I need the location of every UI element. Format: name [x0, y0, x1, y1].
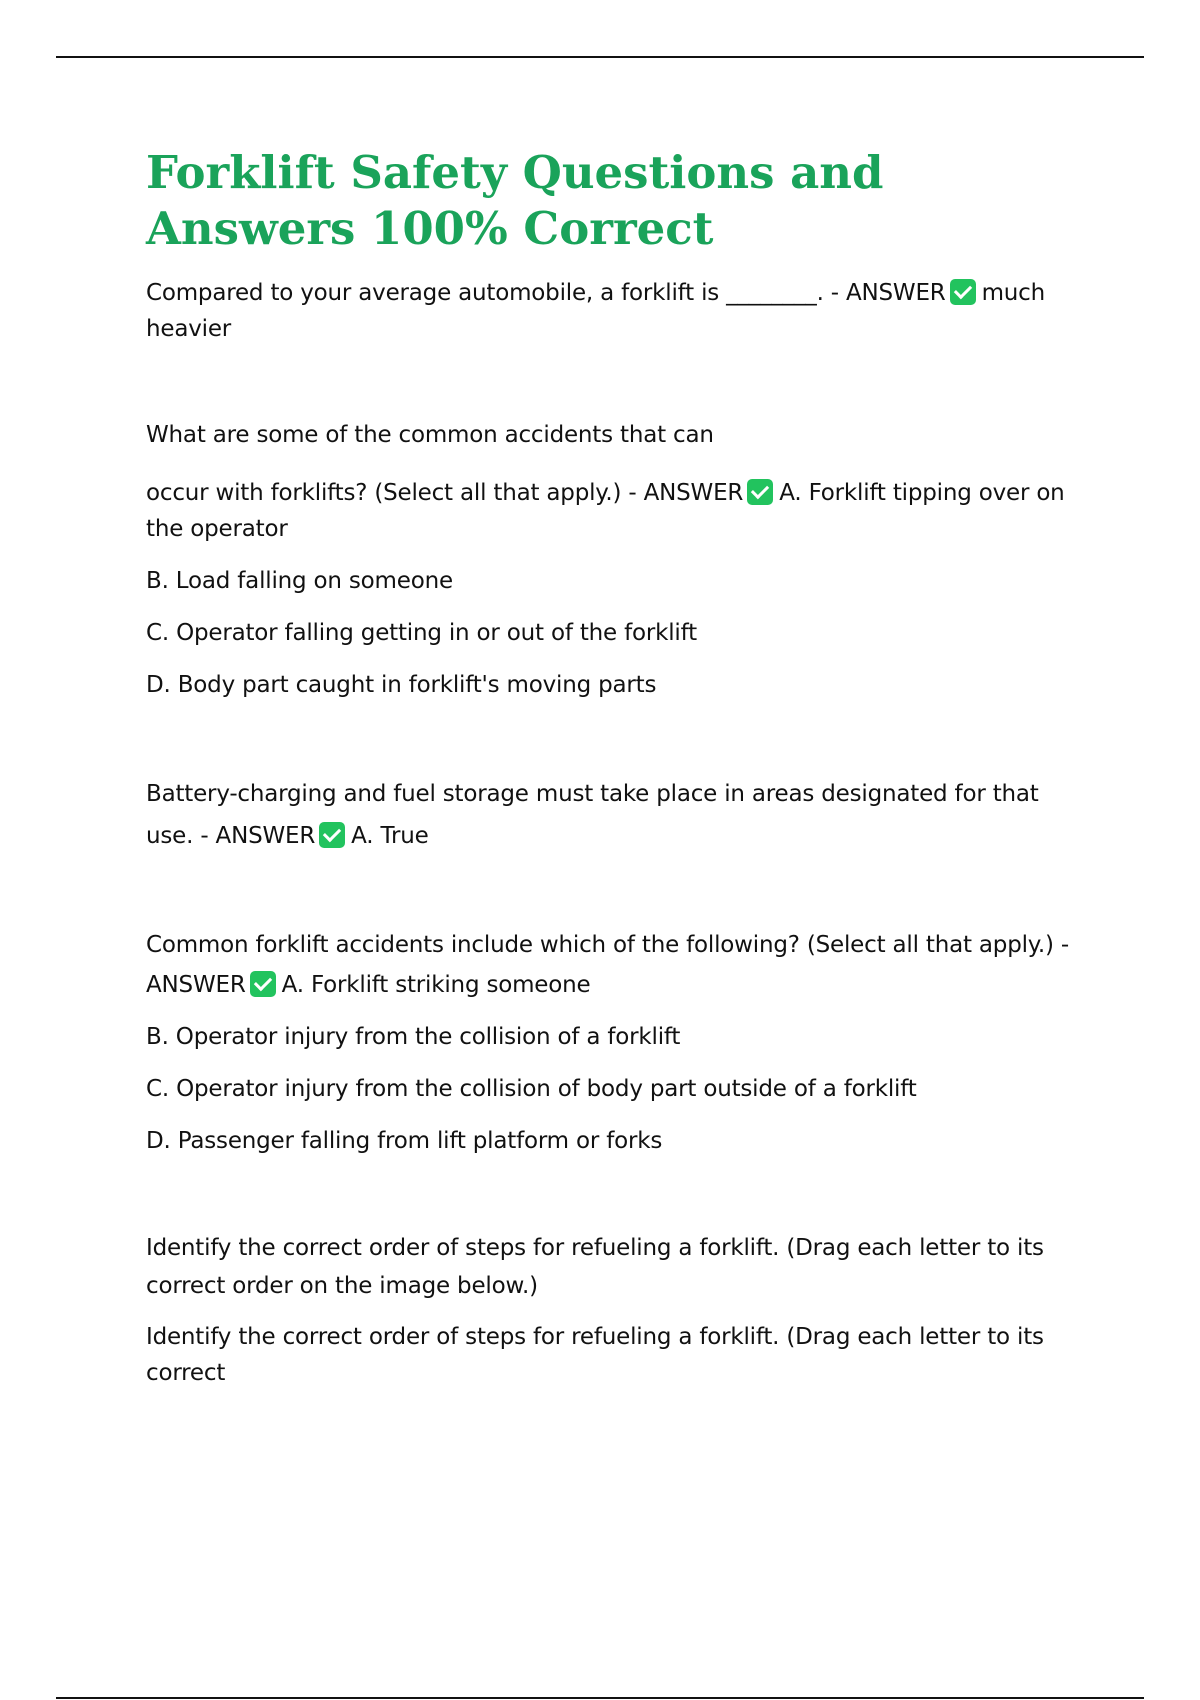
check-box-icon [319, 822, 345, 848]
question-4 [146, 925, 1086, 1005]
question-4-answer-d: D. Passenger falling from lift platform or forks [146, 1128, 663, 1154]
question-2-answer-a: A. Forklift tipping over on the operator [146, 480, 1065, 542]
question-5-line-1: Identify the correct order of steps for refueling a forklift. (Drag each letter to its correct order on the image below.) [146, 1235, 1044, 1299]
question-2-answer-b: B. Load falling on someone [146, 568, 453, 594]
question-3 [146, 773, 1086, 857]
question-1 [146, 275, 1086, 347]
check-box-icon [950, 279, 976, 305]
question-1-text: Compared to your average automobile, a forklift is ________. - ANSWER [146, 280, 946, 306]
question-4-text: Common forklift accidents include which of the following? (Select all that apply.) - ANSWER [146, 932, 1070, 998]
question-2-line-2 [146, 475, 1086, 547]
question-4-answer-b: B. Operator injury from the collision of a forklift [146, 1024, 681, 1050]
question-2-answer-d: D. Body part caught in forklift's moving parts [146, 672, 657, 698]
document-title: Forklift Safety Questions and Answers 100% Correct [146, 146, 884, 255]
question-3-text: Battery-charging and fuel storage must take place in areas designated for that use. - ANSWER [146, 781, 1039, 849]
question-4-answer-a: A. Forklift striking someone [281, 972, 591, 998]
document-body [146, 145, 1086, 1391]
question-3-answer: A. True [351, 823, 429, 849]
question-5-line-2: Identify the correct order of steps for refueling a forklift. (Drag each letter to its correct [146, 1324, 1044, 1386]
check-box-icon [747, 479, 773, 505]
question-4-answer-c: C. Operator injury from the collision of body part outside of a forklift [146, 1076, 917, 1102]
question-1-answer: much heavier [146, 280, 1045, 342]
top-rule [56, 56, 1144, 58]
bottom-rule [56, 1697, 1144, 1699]
question-2-line-1: What are some of the common accidents that can [146, 422, 714, 448]
question-2-answer-c: C. Operator falling getting in or out of the forklift [146, 620, 697, 646]
check-box-icon [250, 971, 276, 997]
question-2-text: occur with forklifts? (Select all that apply.) - ANSWER [146, 480, 744, 506]
